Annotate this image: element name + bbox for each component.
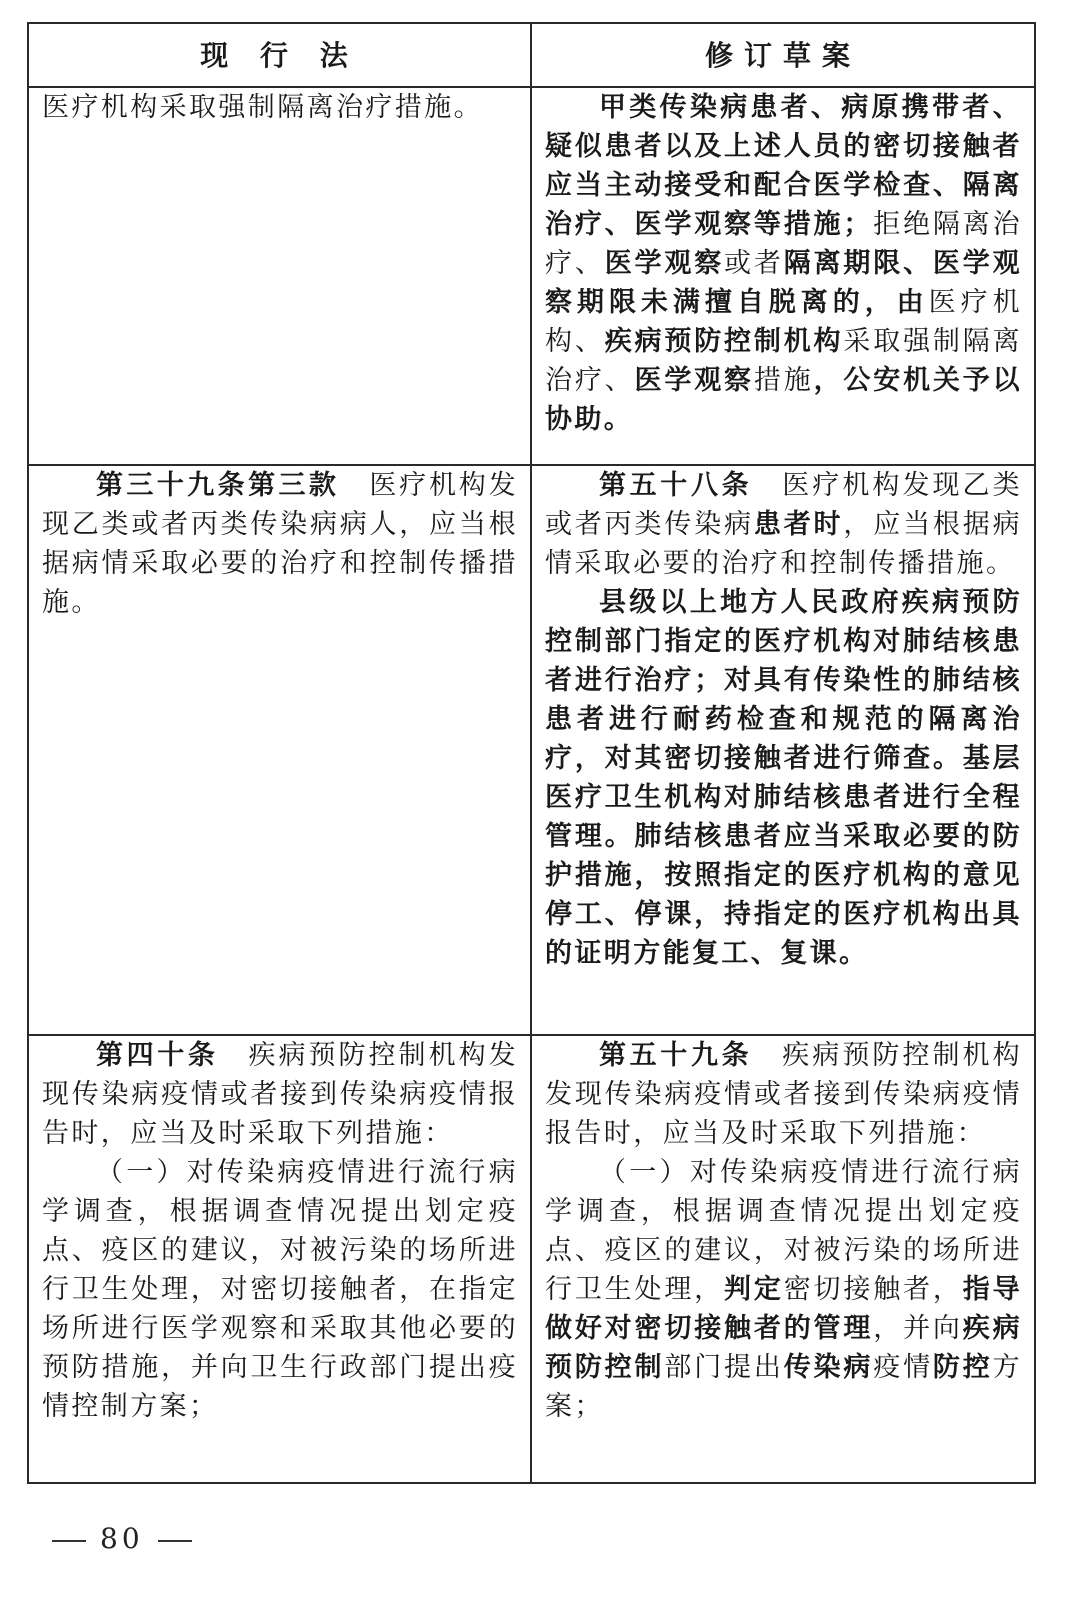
header-draft-revision: 修订草案 (531, 23, 1035, 87)
unchanged-text: （一）对传染病疫情进行流行病学调查，根据调查情况提出划定疫点、疫区的建议，对被污染的场所进行卫生处理， (545, 1157, 1022, 1305)
unchanged-text: ，并向 (873, 1313, 963, 1344)
table-row (28, 465, 1035, 1035)
amended-text: 防控 (932, 1352, 993, 1383)
unchanged-text: 方案； (545, 1352, 1023, 1422)
unchanged-text: 措施 (753, 365, 814, 396)
draft-text (545, 466, 1022, 583)
unchanged-text: 医疗机构发现乙类或者丙类传染病 (545, 470, 1022, 540)
page-number: 80 (100, 1522, 144, 1555)
amended-text: 指导做好对密切接触者的管理 (545, 1274, 1022, 1344)
current-law-cell (28, 465, 531, 1035)
current-law-cell (28, 87, 531, 465)
article-body: 医疗机构发现乙类或者丙类传染病病人，应当根据病情采取必要的治疗和控制传播措施。 (42, 470, 519, 618)
unchanged-text: 密切接触者， (783, 1274, 963, 1305)
unchanged-text: 疫情 (873, 1352, 933, 1383)
comparison-table (27, 22, 1036, 1484)
current-law-text: 医疗机构采取强制隔离治疗措施。 (42, 92, 483, 123)
unchanged-text: 或者 (724, 248, 784, 279)
amended-text: 判定 (724, 1274, 784, 1305)
amended-text: 疾病预防控制 (545, 1313, 1022, 1383)
added-paragraph: 县级以上地方人民政府疾病预防控制部门指定的医疗机构对肺结核患者进行治疗；对具有传染性的肺结核患者进行耐药检查和规范的隔离治疗，对其密切接触者进行筛查。基层医疗卫生机构对肺结核患者进行全程管理。肺结核患者应当采取必要的防护措施，按照指定的医疗机构的意见停工、停课，持指定的医疗机构出具的证明方能复工、复课。 (545, 587, 1022, 969)
unchanged-text: 部门提出 (664, 1352, 784, 1383)
unchanged-text: 医疗机构、 (545, 287, 1022, 357)
draft-text-added (545, 583, 1022, 973)
amended-text: 疾病预防控制机构 (604, 326, 844, 357)
article-body: 疾病预防控制机构发现传染病疫情或者接到传染病疫情报告时，应当及时采取下列措施： (545, 1040, 1022, 1149)
amended-text: 医学观察 (604, 248, 725, 279)
draft-text (545, 88, 1022, 439)
table-row (28, 87, 1035, 465)
amended-text: 传染病 (783, 1352, 874, 1383)
draft-cell (531, 465, 1035, 1035)
amended-text: 医学观察 (634, 365, 754, 396)
footer-dash-left (52, 1540, 86, 1542)
unchanged-text: ，应当根据病情采取必要的治疗和控制传播措施。 (545, 509, 1022, 579)
article-number: 第五十八条 (599, 470, 753, 501)
table-row (28, 1035, 1035, 1483)
current-law-cell (28, 1035, 531, 1483)
amended-text: ，公安机关予以协助。 (545, 365, 1022, 435)
article-number: 第三十九条第三款 (96, 470, 340, 501)
article-number: 第五十九条 (599, 1040, 753, 1071)
current-law-item: （一）对传染病疫情进行流行病学调查，根据调查情况提出划定疫点、疫区的建议，对被污染的场所进行卫生处理，对密切接触者，在指定场所进行医学观察和采取其他必要的预防措施，并向卫生行政部门提出疫情控制方案； (42, 1157, 518, 1422)
unchanged-text: 采取强制隔离治疗、 (545, 326, 1022, 396)
draft-cell (531, 1035, 1035, 1483)
amended-text: 甲类传染病患者、病原携带者、疑似患者以及上述人员的密切接触者应当主动接受和配合医学检查、隔离治疗、医学观察等措施； (545, 92, 1022, 240)
current-law-text (42, 1036, 518, 1153)
draft-cell (531, 87, 1035, 465)
unchanged-text: 拒绝隔离治疗、 (545, 209, 1022, 279)
draft-item (545, 1153, 1022, 1426)
footer-dash-right (158, 1540, 192, 1542)
article-body: 疾病预防控制机构发现传染病疫情或者接到传染病疫情报告时，应当及时采取下列措施： (42, 1040, 518, 1149)
current-law-text (42, 466, 518, 622)
draft-text (545, 1036, 1022, 1153)
amended-text: 患者时 (753, 509, 844, 540)
page-footer (38, 1522, 206, 1555)
table-header-row (28, 23, 1035, 87)
amended-text: 隔离期限、医学观察期限未满擅自脱离的，由 (545, 248, 1022, 318)
article-number: 第四十条 (96, 1040, 219, 1071)
header-current-law: 现 行 法 (28, 23, 531, 87)
